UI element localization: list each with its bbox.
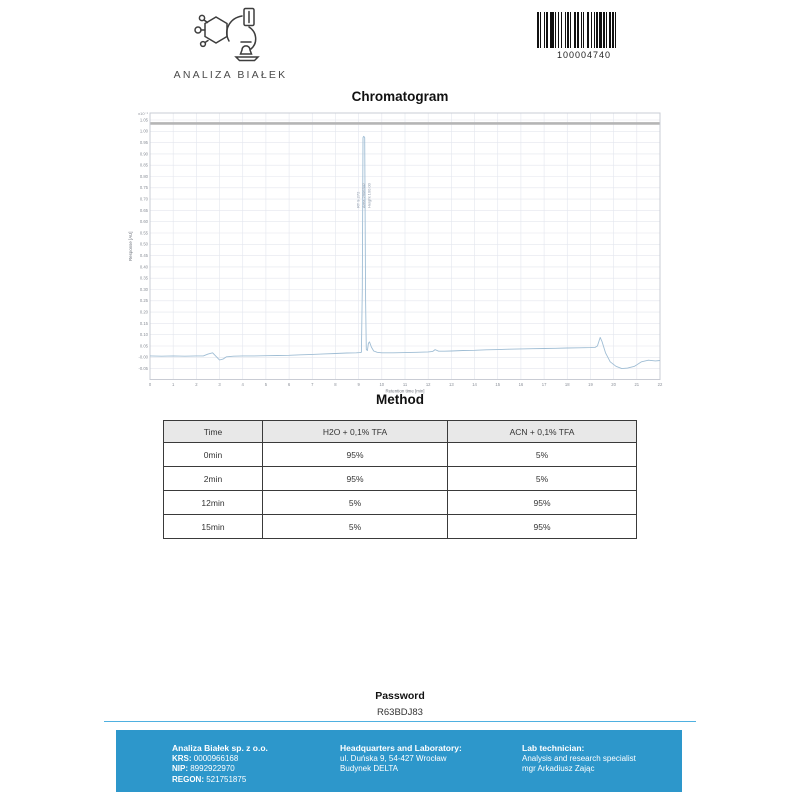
y-tick-label: 0.10 bbox=[139, 332, 148, 338]
y-tick-label: 0.45 bbox=[139, 253, 148, 258]
x-tick-label: 1 bbox=[172, 382, 175, 387]
x-tick-label: 15 bbox=[495, 382, 501, 387]
method-table-cell: 15min bbox=[164, 515, 263, 539]
x-axis-title: Retention time [min] bbox=[385, 388, 425, 394]
technician-role: Analysis and research specialist bbox=[522, 753, 636, 763]
x-tick-label: 14 bbox=[472, 382, 477, 387]
peak-annotation-label: Height 100.00 bbox=[366, 183, 372, 208]
footer-divider bbox=[104, 721, 696, 722]
y-tick-label: 1.00 bbox=[139, 128, 148, 134]
method-table-cell: 5% bbox=[263, 515, 448, 539]
barcode-icon bbox=[537, 12, 631, 48]
method-table-row bbox=[164, 467, 637, 491]
footer bbox=[116, 730, 682, 792]
x-tick-label: 4 bbox=[241, 382, 244, 387]
password-title: Password bbox=[375, 690, 425, 702]
method-table-row bbox=[164, 491, 637, 515]
y-tick-label: 0.75 bbox=[139, 185, 148, 191]
x-tick-label: 19 bbox=[588, 382, 593, 387]
method-table-cell: 5% bbox=[448, 443, 637, 467]
x-tick-label: 8 bbox=[334, 382, 337, 387]
y-tick-label: 0.70 bbox=[139, 196, 148, 202]
y-tick-label: 0.05 bbox=[139, 343, 148, 349]
method-header-cell: Time bbox=[164, 421, 263, 443]
method-table-header-row bbox=[164, 421, 637, 443]
x-tick-label: 18 bbox=[564, 382, 570, 387]
x-tick-label: 17 bbox=[541, 382, 547, 387]
x-tick-label: 21 bbox=[634, 382, 640, 387]
molecule-microscope-icon bbox=[189, 6, 273, 62]
method-table-cell: 0min bbox=[164, 443, 263, 467]
x-tick-label: 5 bbox=[264, 382, 268, 387]
chromatogram-chart bbox=[118, 104, 670, 396]
y-axis-multiplier: x10⁻¹ bbox=[138, 111, 148, 116]
hq-address-line2: Budynek DELTA bbox=[340, 764, 398, 773]
method-title: Method bbox=[376, 392, 424, 407]
y-tick-label: 0.55 bbox=[139, 230, 148, 236]
method-table-row bbox=[164, 443, 637, 467]
x-tick-label: 0 bbox=[148, 382, 152, 387]
y-axis-title: Response [AU] bbox=[128, 231, 133, 262]
hq-address-line1: ul. Duńska 9, 54-427 Wrocław bbox=[340, 753, 447, 763]
logo bbox=[168, 6, 293, 81]
y-tick-label: 0.35 bbox=[139, 275, 148, 281]
method-header-cell: H2O + 0,1% TFA bbox=[263, 421, 448, 443]
chromatogram-title: Chromatogram bbox=[351, 89, 449, 104]
x-tick-label: 10 bbox=[379, 382, 385, 387]
y-tick-label: 0.15 bbox=[139, 320, 148, 326]
peak-annotation-label: RT 9.272 bbox=[355, 191, 361, 208]
company-krs: KRS: 0000966168 bbox=[172, 753, 239, 763]
method-table-cell: 95% bbox=[263, 467, 448, 491]
method-table bbox=[163, 420, 637, 539]
y-tick-label: 0.50 bbox=[139, 241, 148, 247]
method-table-cell: 2min bbox=[164, 467, 263, 491]
method-header-cell: ACN + 0,1% TFA bbox=[448, 421, 637, 443]
method-table-cell: 5% bbox=[263, 491, 448, 515]
y-tick-label: 0.30 bbox=[139, 286, 148, 292]
method-table-cell: 95% bbox=[448, 515, 637, 539]
y-tick-label: -0.00 bbox=[138, 354, 148, 360]
brand-name: ANALIZA BIAŁEK bbox=[173, 69, 288, 81]
y-tick-label: 0.40 bbox=[139, 264, 148, 270]
method-table-cell: 95% bbox=[448, 491, 637, 515]
x-tick-label: 22 bbox=[657, 382, 663, 387]
barcode-block bbox=[537, 12, 631, 60]
x-tick-label: 20 bbox=[611, 382, 616, 387]
method-table-cell: 12min bbox=[164, 491, 263, 515]
y-tick-label: 0.90 bbox=[139, 151, 148, 157]
company-nip: NIP: 8992922970 bbox=[172, 764, 235, 773]
company-name: Analiza Białek sp. z o.o. bbox=[172, 743, 268, 753]
method-table-row bbox=[164, 515, 637, 539]
barcode-value: 100004740 bbox=[556, 50, 612, 60]
x-tick-label: 2 bbox=[195, 382, 198, 387]
footer-technician-column bbox=[522, 743, 636, 775]
footer-company-column bbox=[172, 743, 268, 785]
chromatogram-plot bbox=[118, 104, 670, 396]
barcode-gap bbox=[616, 12, 619, 48]
x-tick-label: 11 bbox=[402, 382, 408, 387]
password-value: R63BDJ83 bbox=[377, 707, 423, 718]
x-tick-label: 6 bbox=[287, 382, 291, 387]
y-tick-label: -0.05 bbox=[138, 366, 148, 371]
y-tick-label: 0.65 bbox=[139, 207, 148, 213]
technician-title: Lab technician: bbox=[522, 743, 585, 753]
hq-title: Headquarters and Laboratory: bbox=[340, 743, 462, 753]
y-tick-label: 1.05 bbox=[139, 117, 148, 123]
x-tick-label: 7 bbox=[311, 382, 314, 387]
peak-annotation-label: Area 2906342 bbox=[360, 182, 366, 208]
x-tick-label: 12 bbox=[425, 382, 431, 387]
y-tick-label: 0.20 bbox=[139, 309, 148, 315]
x-tick-label: 13 bbox=[449, 382, 454, 387]
method-table-cell: 95% bbox=[263, 443, 448, 467]
x-tick-label: 9 bbox=[357, 382, 360, 387]
x-tick-label: 16 bbox=[518, 382, 524, 387]
method-table-cell: 5% bbox=[448, 467, 637, 491]
x-tick-label: 3 bbox=[218, 382, 221, 387]
technician-name: mgr Arkadiusz Zając bbox=[522, 764, 595, 773]
y-tick-label: 0.85 bbox=[139, 162, 148, 168]
footer-hq-column bbox=[340, 743, 462, 775]
y-tick-label: 0.25 bbox=[139, 298, 148, 304]
y-tick-label: 0.80 bbox=[139, 173, 148, 179]
y-tick-label: 0.95 bbox=[139, 140, 148, 145]
company-regon: REGON: 521751875 bbox=[172, 774, 247, 784]
y-tick-label: 0.60 bbox=[139, 219, 148, 225]
